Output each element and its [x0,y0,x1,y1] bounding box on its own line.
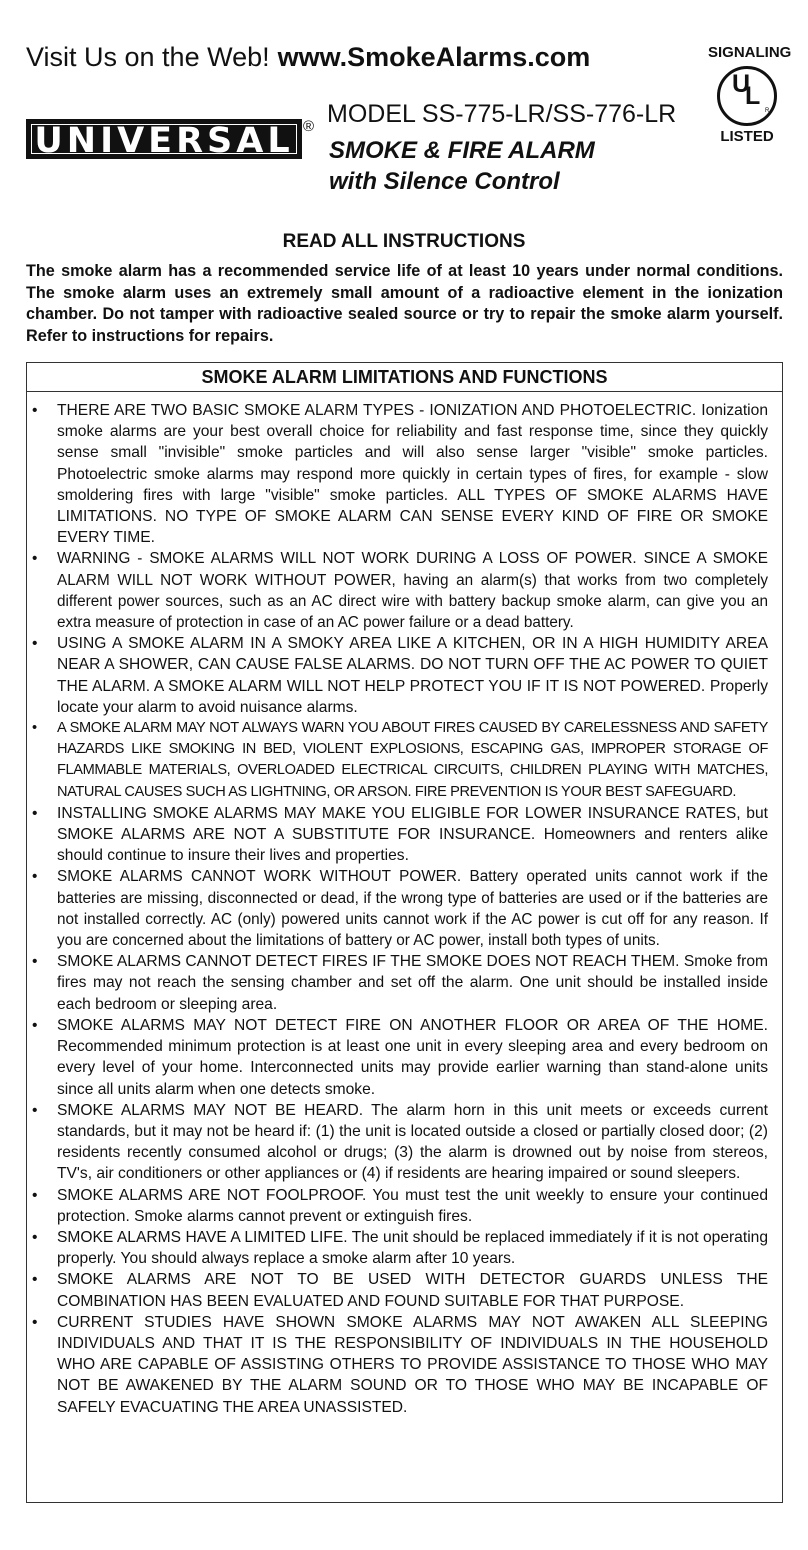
limitations-title: SMOKE ALARM LIMITATIONS AND FUNCTIONS [27,363,782,392]
website-url[interactable]: www.SmokeAlarms.com [277,42,591,72]
ul-signaling-label: SIGNALING [708,44,792,61]
list-item: • INSTALLING SMOKE ALARMS MAY MAKE YOU ELIGIBLE FOR LOWER INSURANCE RATES, but SMOKE ALARMS ARE NOT A SUBSTITUTE FOR INSURANCE. Homeowners and renters alike should continue to insure their lives and properties. [57,803,768,867]
registered-mark: ® [303,118,315,135]
list-item: • CURRENT STUDIES HAVE SHOWN SMOKE ALARMS MAY NOT AWAKEN ALL SLEEPING INDIVIDUALS AND THAT IT IS THE RESPONSIBILITY OF INDIVIDUALS IN THE HOUSEHOLD WHO ARE CAPABLE OF ASSISTING OTHERS TO PROVIDE ASSISTANCE TO THOSE WHO MAY NOT BE AWAKENED BY THE ALARM SOUND OR TO THOSE WHO MAY BE INCAPABLE OF SAFELY EVACUATING THE AREA UNASSISTED. [57,1312,768,1418]
ul-logo-icon: U L R [717,66,777,126]
list-item: • A SMOKE ALARM MAY NOT ALWAYS WARN YOU ABOUT FIRES CAUSED BY CARELESSNESS AND SAFETY HAZARDS LIKE SMOKING IN BED, VIOLENT EXPLOSIONS, ESCAPING GAS, IMPROPER STORAGE OF FLAMMABLE MATERIALS, OVERLOADED ELECTRICAL CIRCUITS, CHILDREN PLAYING WITH MATCHES, NATURAL CAUSES SUCH AS LIGHTNING, OR ARSON. FIRE PREVENTION IS YOUR BEST SAFEGUARD. [57,718,768,803]
list-item: • SMOKE ALARMS ARE NOT TO BE USED WITH DETECTOR GUARDS UNLESS THE COMBINATION HAS BEEN EVALUATED AND FOUND SUITABLE FOR THAT PURPOSE. [57,1269,768,1311]
product-title-line1: SMOKE & FIRE ALARM [329,137,595,164]
ul-listed-label: LISTED [720,128,774,145]
list-item: • SMOKE ALARMS MAY NOT BE HEARD. The alarm horn in this unit meets or exceeds current standards, but it may not be heard if: (1) the unit is located outside a closed or partially closed door; (2) residents recently consumed alcohol or drugs; (3) the alarm is drowned out by noise from stereos, TV's, air conditioners or other appliances or (4) if residents are hearing impaired or sound sleepers. [57,1100,768,1185]
product-title [329,135,595,197]
read-all-heading: READ ALL INSTRUCTIONS [282,231,526,252]
limitations-box [26,362,783,1503]
list-item: • SMOKE ALARMS ARE NOT FOOLPROOF. You must test the unit weekly to ensure your continued protection. Smoke alarms cannot prevent or extinguish fires. [57,1185,768,1227]
website-prefix: Visit Us on the Web! [26,42,270,72]
list-item: • SMOKE ALARMS CANNOT DETECT FIRES IF THE SMOKE DOES NOT REACH THEM. Smoke from fires may not reach the sensing chamber and set off the alarm. One unit should be installed inside each bedroom or sleeping area. [57,951,768,1015]
list-item: • USING A SMOKE ALARM IN A SMOKY AREA LIKE A KITCHEN, OR IN A HIGH HUMIDITY AREA NEAR A SHOWER, CAN CAUSE FALSE ALARMS. DO NOT TURN OFF THE AC POWER TO QUIET THE ALARM. A SMOKE ALARM WILL NOT HELP PROTECT YOU IF IT IS NOT POWERED. Properly locate your alarm to avoid nuisance alarms. [57,633,768,718]
brand-logo: UNIVERSAL [26,119,302,159]
intro-paragraph: The smoke alarm has a recommended service life of at least 10 years under normal conditions. The smoke alarm uses an extremely small amount of a radioactive element in the ionization chamber. Do not tamper with radioactive sealed source or try to repair the smoke alarm yourself. Refer to instructions for repairs. [26,262,783,345]
list-item: • WARNING - SMOKE ALARMS WILL NOT WORK DURING A LOSS OF POWER. SINCE A SMOKE ALARM WILL NOT WORK WITHOUT POWER, having an alarm(s) that works from two completely different power sources, such as an AC direct wire with battery backup smoke alarm, can give you an extra measure of protection in case of an AC power failure or a dead battery. [57,548,768,633]
list-item: • SMOKE ALARMS MAY NOT DETECT FIRE ON ANOTHER FLOOR OR AREA OF THE HOME. Recommended minimum protection is at least one unit in every sleeping area and every bedroom on every level of your home. Interconnected units may provide earlier warning than stand-alone units since all units alarm when one detects smoke. [57,1015,768,1100]
model-number: MODEL SS-775-LR/SS-776-LR [327,100,677,128]
limitations-list [27,392,782,1418]
product-title-line2: with Silence Control [329,168,560,195]
list-item: • SMOKE ALARMS HAVE A LIMITED LIFE. The unit should be replaced immediately if it is not operating properly. You should always replace a smoke alarm after 10 years. [57,1227,768,1269]
list-item: • THERE ARE TWO BASIC SMOKE ALARM TYPES - IONIZATION AND PHOTOELECTRIC. Ionization smoke alarms are your best overall choice for reliability and fast response time, since they quickly sense small "invisible" smoke particles and will also sense larger "visible" smoke particles. Photoelectric smoke alarms may respond more quickly in certain types of fires, for example - slow smoldering fires with large "visible" smoke particles. ALL TYPES OF SMOKE ALARMS HAVE LIMITATIONS. NO TYPE OF SMOKE ALARM CAN SENSE EVERY KIND OF FIRE OR SMOKE EVERY TIME. [57,400,768,548]
website-line [26,42,590,73]
list-item: • SMOKE ALARMS CANNOT WORK WITHOUT POWER. Battery operated units cannot work if the batteries are missing, disconnected or dead, if the wrong type of batteries are used or if the batteries are not installed correctly. AC (only) powered units cannot work if the AC power is cut off for any reason. If you are concerned about the limitations of battery or AC power, install both types of units. [57,866,768,951]
ul-listing-mark [708,44,792,146]
